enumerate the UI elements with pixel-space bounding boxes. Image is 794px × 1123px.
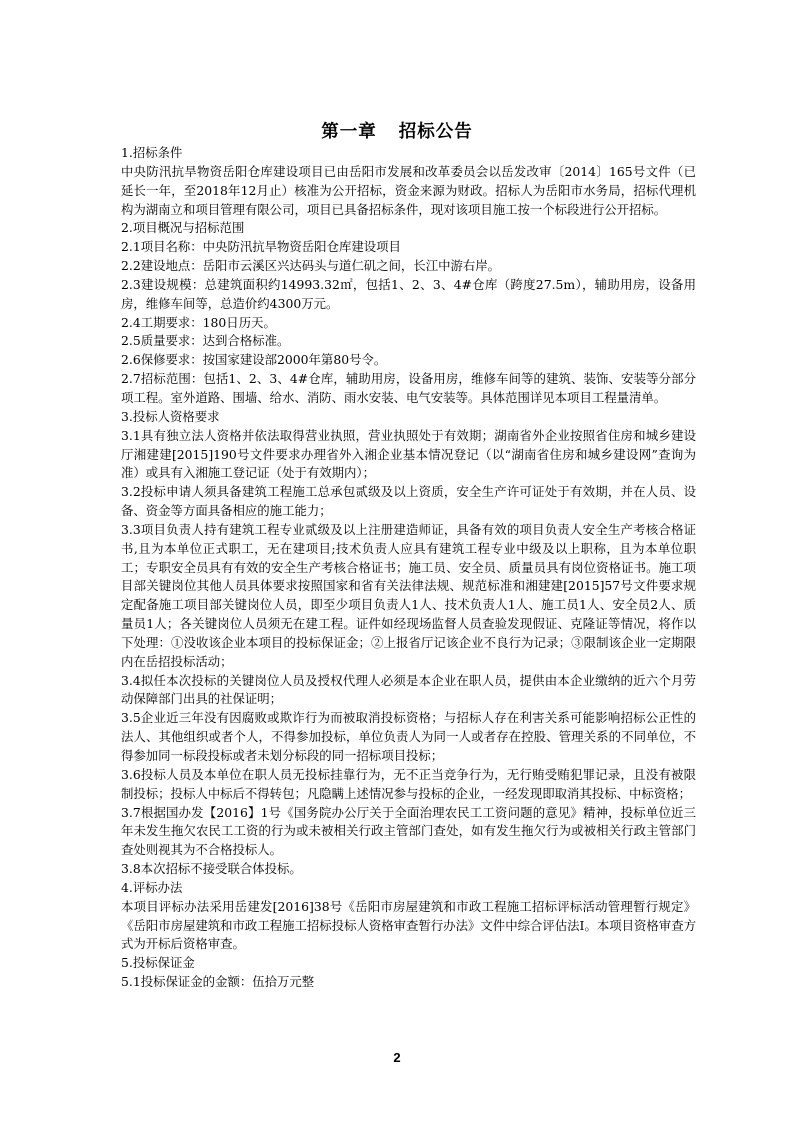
heading-project-overview: 2.项目概况与招标范围 xyxy=(121,220,245,236)
chapter-number: 第一章 xyxy=(321,122,377,142)
chapter-name: 招标公告 xyxy=(398,122,473,142)
item-qualification-3-4: 3.4拟任本次投标的关键岗位人员及授权代理人必须是本企业在职人员，提供由本企业缴纳的近六个月劳动保障部门出具的社保证明； xyxy=(121,672,696,707)
item-scope: 2.7招标范围：包括1、2、3、4#仓库，辅助用房，设备用房，维修车间等的建筑、装饰、安装等分部分项工程。室外道路、围墙、给水、消防、雨水安装、电气安装等。具体范围详见本项目工程量清单。 xyxy=(121,371,696,405)
item-qualification-3-7: 3.7根据国办发【2016】1号《国务院办公厅关于全面治理农民工工资问题的意见》精神，投标单位近三年未发生拖欠农民工工资的行为或未被相关行政主管部门查处，如有发生拖欠行为或被相关行政主管部门查处则视其为不合格投标人。 xyxy=(121,804,696,858)
item-qualification-3-5: 3.5企业近三年没有因腐败或欺诈行为而被取消投标资格；与招标人存在利害关系可能影响招标公正性的法人、其他组织或者个人，不得参加投标，单位负责人为同一人或者存在控股、管理关系的不同单位，不得参加同一标段投标或者未划分标段的同一招标项目投标； xyxy=(121,710,696,763)
heading-qualification: 3.投标人资格要求 xyxy=(121,408,220,424)
item-qualification-3-6: 3.6投标人员及本单位在职人员无投标挂靠行为，无不正当竞争行为，无行贿受贿犯罪记录，且没有被限制投标；投标人中标后不得转包；凡隐瞒上述情况参与投标的企业，一经发现即取消其投标、中标资格； xyxy=(121,766,696,801)
page-title xyxy=(0,118,794,143)
heading-bid-bond: 5.投标保证金 xyxy=(121,955,195,971)
heading-bidding-conditions: 1.招标条件 xyxy=(121,145,183,160)
announcement-body xyxy=(121,144,696,992)
paragraph-bidding-conditions: 中央防汛抗旱物资岳阳仓库建设项目已由岳阳市发展和改革委员会以岳发改审〔2014〕165号文件（已延长一年，至2018年12月止）核准为公开招标，资金来源为财政。招标人为岳阳市水务局，招标代理机构为湖南立和项目管理有限公司，项目已具备招标条件，现对该项目施工按一个标段进行公开招标。 xyxy=(121,163,696,217)
item-location: 2.2建设地点：岳阳市云溪区兴达码头与道仁矶之间，长江中游右岸。 xyxy=(121,258,501,274)
item-qualification-3-1: 3.1具有独立法人资格并依法取得营业执照，营业执照处于有效期；湖南省外企业按照省住房和城乡建设厅湘建建[2015]190号文件要求办理省外入湘企业基本情况登记（以“湖南省住房和城乡建设网”查询为准）或具有入湘施工登记证（处于有效期内）； xyxy=(121,427,696,481)
item-qualification-3-3: 3.3项目负责人持有建筑工程专业贰级及以上注册建造师证，具备有效的项目负责人安全生产考核合格证书,且为本单位正式职工，无在建项目;技术负责人应具有建筑工程专业中级及以上职称，且为本单位职工；专职安全员具有有效的安全生产考核合格证书；施工员、安全员、质量员具有岗位资格证书。施工项目部关键岗位其他人员具体要求按照国家和省有关法律法规、规范标准和湘建建[2015]57号文件要求规定配备施工项目部关键岗位人员，即至少项目负责人1人、技术负责人1人、施工员1人、安全员2人、质量员1人；各关键岗位人员须无在建工程。证件如经现场监督人员查验发现假证、克隆证等情况，将作以下处理：①没收该企业本项目的投标保证金；②上报省厅记该企业不良行为记录；③限制该企业一定期限内在岳招投标活动； xyxy=(121,521,696,669)
page-number: 2 xyxy=(393,1050,401,1065)
heading-evaluation: 4.评标办法 xyxy=(121,879,183,895)
item-duration: 2.4工期要求：180日历天。 xyxy=(121,314,276,330)
item-qualification-3-8: 3.8本次招标不接受联合体投标。 xyxy=(121,861,302,877)
item-qualification-3-2: 3.2投标申请人须具备建筑工程施工总承包贰级及以上资质，安全生产许可证处于有效期，并在人员、设备、资金等方面具备相应的施工能力； xyxy=(121,484,696,519)
paragraph-evaluation: 本项目评标办法采用岳建发[2016]38号《岳阳市房屋建筑和市政工程施工招标评标活动管理暂行规定》《岳阳市房屋建筑和市政工程施工招标投标人资格审查暂行办法》文件中综合评估法Ⅰ。本项目资格审查方式为开标后资格审查。 xyxy=(121,898,696,952)
item-project-name: 2.1项目名称：中央防汛抗旱物资岳阳仓库建设项目 xyxy=(121,239,401,255)
item-bid-bond-amount: 5.1投标保证金的金额：伍拾万元整 xyxy=(121,974,315,990)
item-warranty: 2.6保修要求：按国家建设部2000年第80号令。 xyxy=(121,352,387,368)
item-scale: 2.3建设规模：总建筑面积约14993.32㎡，包括1、2、3、4#仓库（跨度27.5m），辅助用房，设备用房，维修车间等，总造价约4300万元。 xyxy=(121,276,696,311)
item-quality: 2.5质量要求：达到合格标准。 xyxy=(121,333,290,349)
